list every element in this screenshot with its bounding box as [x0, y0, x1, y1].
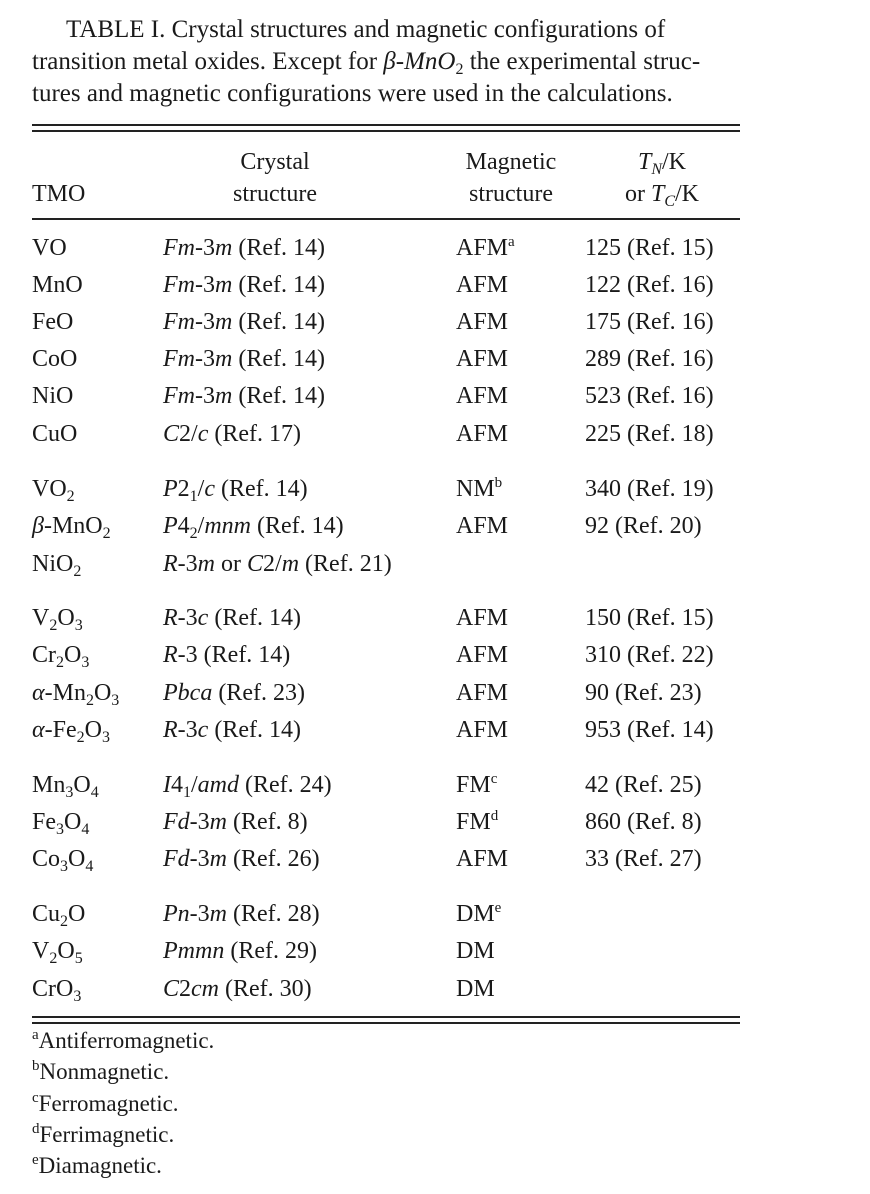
cell-tmo: $Cu_2O$	[32, 901, 86, 930]
cell-crystal-structure: Fm-3m (Ref. 14)	[163, 272, 325, 298]
cell-tmo: $Fe_3O_4$	[32, 809, 90, 838]
cell-crystal-structure: $P2_1/c$ (Ref. 14)	[163, 476, 308, 505]
cell-transition-temperature: 225 (Ref. 18)	[585, 421, 714, 447]
cell-crystal-structure: $I4_1$/amd (Ref. 24)	[163, 772, 332, 801]
cell-transition-temperature: 150 (Ref. 15)	[585, 605, 714, 631]
cell-magnetic-structure: AFM	[456, 717, 509, 743]
table-caption	[32, 14, 740, 110]
cell-transition-temperature: 175 (Ref. 16)	[585, 309, 714, 335]
cell-magnetic-structure: AFM	[456, 346, 509, 372]
header-tmo: TMO	[32, 181, 86, 207]
cell-tmo: VO	[32, 235, 67, 261]
header-crystal-structure: Crystal structure	[233, 149, 317, 207]
cell-transition-temperature: 92 (Ref. 20)	[585, 513, 702, 539]
cell-crystal-structure: R-3c (Ref. 14)	[163, 717, 301, 743]
header-magnetic-structure: Magnetic structure	[465, 149, 557, 207]
cell-magnetic-structure: AFM	[456, 272, 509, 298]
cell-tmo: CrO$_3$	[32, 976, 82, 1005]
cell-tmo: $\alpha-Fe_2O_3$	[32, 717, 110, 746]
cell-transition-temperature: 310 (Ref. 22)	[585, 642, 714, 668]
cell-magnetic-structure: $FM^d$	[456, 808, 499, 835]
cell-magnetic-structure: AFM$^a$	[456, 234, 515, 261]
cell-tmo: CoO	[32, 346, 78, 372]
cell-crystal-structure: Pmmn (Ref. 29)	[163, 938, 317, 964]
cell-tmo: $VO_2$	[32, 476, 75, 505]
header-transition-temperature: $T_N/K$ or $T_C/K$	[624, 149, 700, 210]
caption-line-2: transition metal oxides. Except for β-MnO$_2$ the experimental struc-	[32, 48, 701, 78]
cell-crystal-structure: Fm-3m (Ref. 14)	[163, 346, 325, 372]
cell-transition-temperature: 523 (Ref. 16)	[585, 383, 714, 409]
cell-tmo: MnO	[32, 272, 83, 298]
cell-crystal-structure: Pbca (Ref. 23)	[163, 680, 305, 706]
footnote: $^d$Ferrimagnetic.	[32, 1121, 175, 1147]
top-rule	[32, 124, 740, 126]
cell-magnetic-structure: $NM^b$	[456, 475, 503, 502]
cell-tmo: NiO$_2$	[32, 551, 82, 580]
cell-tmo: FeO	[32, 309, 74, 335]
cell-tmo: β-MnO$_2$	[32, 513, 111, 542]
cell-tmo: $Cr_2O_3$	[32, 642, 90, 671]
header-rule	[32, 218, 740, 220]
cell-crystal-structure: Fm-3m (Ref. 14)	[163, 309, 325, 335]
cell-magnetic-structure: DM	[456, 938, 495, 964]
cell-magnetic-structure: AFM	[456, 605, 509, 631]
bottom-rule	[32, 1016, 740, 1018]
cell-magnetic-structure: AFM	[456, 680, 509, 706]
cell-transition-temperature: 860 (Ref. 8)	[585, 809, 702, 835]
cell-magnetic-structure: DM	[456, 976, 495, 1002]
cell-transition-temperature: 340 (Ref. 19)	[585, 476, 714, 502]
cell-tmo: NiO	[32, 383, 74, 409]
cell-magnetic-structure: AFM	[456, 642, 509, 668]
cell-tmo: CuO	[32, 421, 78, 447]
cell-magnetic-structure: AFM	[456, 421, 509, 447]
cell-crystal-structure: R-3m or C2/m (Ref. 21)	[163, 551, 392, 577]
bottom-rule-2	[32, 1022, 740, 1024]
caption-line-3: tures and magnetic configurations were used in the calculations.	[32, 80, 673, 107]
cell-crystal-structure: Fm-3m (Ref. 14)	[163, 235, 325, 261]
cell-crystal-structure: Pn-3m (Ref. 28)	[163, 901, 320, 927]
cell-transition-temperature: 90 (Ref. 23)	[585, 680, 702, 706]
cell-crystal-structure: R-3c (Ref. 14)	[163, 605, 301, 631]
cell-magnetic-structure: DMe	[456, 900, 502, 927]
cell-transition-temperature: 125 (Ref. 15)	[585, 235, 714, 261]
cell-crystal-structure: Fm-3m (Ref. 14)	[163, 383, 325, 409]
cell-magnetic-structure: AFM	[456, 383, 509, 409]
cell-tmo: $V_2O_5$	[32, 938, 83, 967]
footnote: $^c$Ferromagnetic.	[32, 1090, 179, 1116]
cell-transition-temperature: 42 (Ref. 25)	[585, 772, 702, 798]
cell-crystal-structure: Fd-3m (Ref. 26)	[163, 846, 320, 872]
caption-line-1: TABLE I. Crystal structures and magnetic configurations of	[66, 16, 666, 43]
cell-magnetic-structure: AFM	[456, 309, 509, 335]
cell-magnetic-structure: $FM^c$	[456, 771, 498, 798]
cell-transition-temperature: 289 (Ref. 16)	[585, 346, 714, 372]
cell-transition-temperature: 953 (Ref. 14)	[585, 717, 714, 743]
footnote: $^e$Diamagnetic.	[32, 1152, 162, 1178]
cell-crystal-structure: $P4_2$/mnm (Ref. 14)	[163, 513, 344, 542]
cell-tmo: $Mn_3O_4$	[32, 772, 99, 801]
cell-magnetic-structure: AFM	[456, 513, 509, 539]
top-rule-2	[32, 130, 740, 132]
cell-magnetic-structure: AFM	[456, 846, 509, 872]
cell-crystal-structure: R-3 (Ref. 14)	[163, 642, 291, 668]
cell-tmo: $Co_3O_4$	[32, 846, 94, 875]
cell-tmo: $\alpha-Mn_2O_3$	[32, 680, 120, 709]
footnote: $^b$Nonmagnetic.	[32, 1058, 170, 1084]
cell-crystal-structure: C2/c (Ref. 17)	[163, 421, 301, 447]
footnote: $^a$Antiferromagnetic.	[32, 1027, 215, 1053]
cell-crystal-structure: Fd-3m (Ref. 8)	[163, 809, 308, 835]
cell-crystal-structure: C2cm (Ref. 30)	[163, 976, 312, 1002]
cell-tmo: $V_2O_3$	[32, 605, 83, 634]
cell-transition-temperature: 122 (Ref. 16)	[585, 272, 714, 298]
cell-transition-temperature: 33 (Ref. 27)	[585, 846, 702, 872]
